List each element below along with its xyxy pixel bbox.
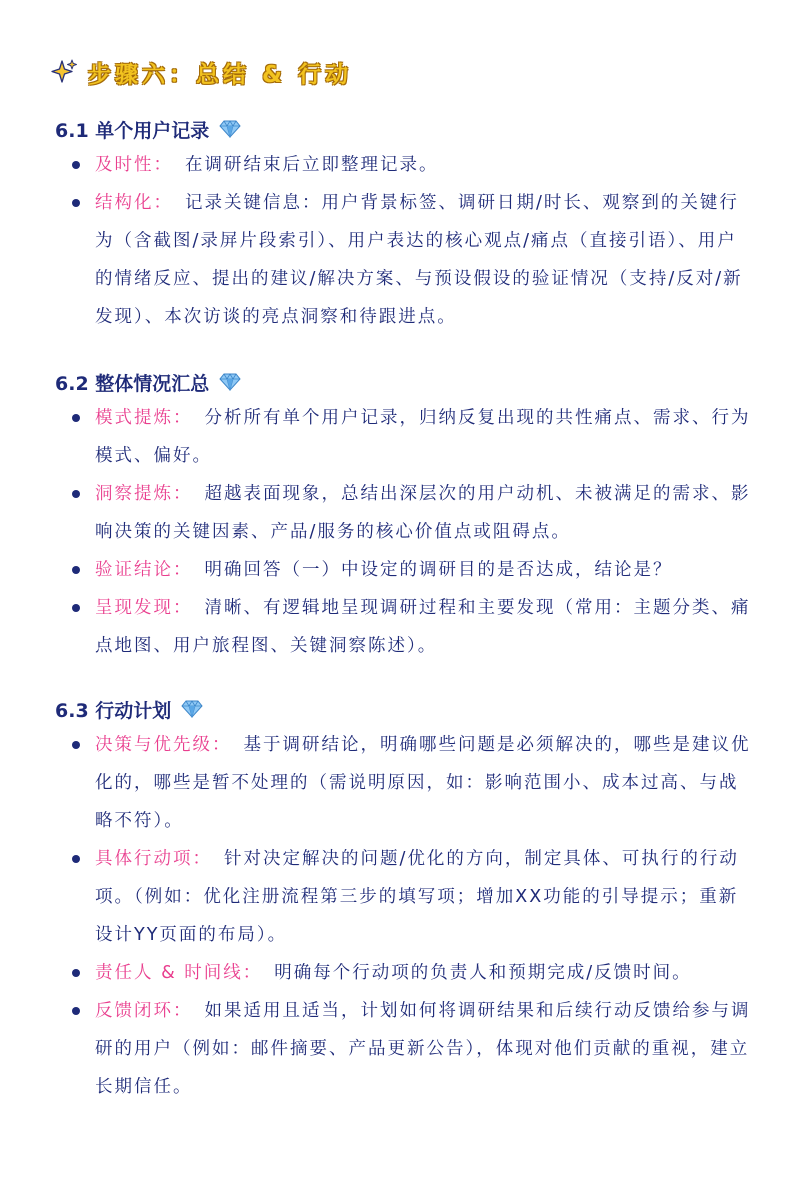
item-term: 呈现发现 [95, 598, 173, 618]
list-item [55, 184, 755, 336]
term-colon: ： [192, 849, 212, 869]
list-item [55, 726, 755, 840]
term-colon: ： [173, 1001, 193, 1021]
term-colon: ： [173, 560, 193, 580]
bullet-list [55, 726, 755, 1106]
item-term: 验证结论 [95, 560, 173, 580]
list-item [55, 992, 755, 1106]
item-term: 结构化 [95, 193, 154, 213]
section-title-text: 6.1 单个用户记录 [55, 119, 210, 142]
section-single-user-record [55, 112, 755, 336]
item-text: 清晰、有逻辑地呈现调研过程和主要发现（常用：主题分类、痛点地图、用户旅程图、关键洞察陈述）。 [95, 598, 751, 656]
bullet-icon [72, 1007, 80, 1015]
section-title [55, 692, 755, 726]
bullet-list [55, 146, 755, 336]
term-colon: ： [242, 963, 263, 983]
term-colon: ： [153, 155, 173, 175]
diamond-icon [181, 700, 203, 718]
diamond-icon [219, 120, 241, 138]
item-term: 具体行动项 [95, 849, 193, 869]
term-colon: ： [212, 735, 232, 755]
diamond-icon [219, 373, 241, 391]
bullet-icon [72, 414, 80, 422]
item-term: 责任人 & 时间线 [95, 963, 243, 983]
section-title [55, 365, 755, 399]
bullet-icon [72, 566, 80, 574]
bullet-icon [72, 199, 80, 207]
sparkle-icon [50, 58, 78, 86]
section-title-text: 6.3 行动计划 [55, 699, 172, 722]
list-item [55, 954, 755, 992]
page-title: 步骤六：总结 & 行动 [88, 61, 353, 88]
item-term: 决策与优先级 [95, 735, 212, 755]
item-term: 反馈闭环 [95, 1001, 173, 1021]
bullet-icon [72, 855, 80, 863]
bullet-icon [72, 741, 80, 749]
item-text: 超越表面现象，总结出深层次的用户动机、未被满足的需求、影响决策的关键因素、产品/服务的核心价值点或阻碍点。 [95, 484, 751, 542]
list-item [55, 475, 755, 551]
term-colon: ： [173, 408, 193, 428]
term-colon: ： [173, 484, 193, 504]
term-colon: ： [173, 598, 193, 618]
list-item [55, 399, 755, 475]
item-text: 如果适用且适当，计划如何将调研结果和后续行动反馈给参与调研的用户（例如：邮件摘要、产品更新公告），体现对他们贡献的重视，建立长期信任。 [95, 1001, 751, 1097]
item-text: 在调研结束后立即整理记录。 [185, 155, 439, 175]
list-item [55, 589, 755, 665]
bullet-icon [72, 161, 80, 169]
item-text: 明确回答（一）中设定的调研目的是否达成，结论是？ [204, 560, 673, 580]
section-overall-summary [55, 365, 755, 665]
list-item [55, 840, 755, 954]
bullet-icon [72, 604, 80, 612]
title-row [50, 52, 352, 92]
bullet-icon [72, 490, 80, 498]
item-text: 分析所有单个用户记录，归纳反复出现的共性痛点、需求、行为模式、偏好。 [95, 408, 751, 466]
item-term: 洞察提炼 [95, 484, 173, 504]
list-item [55, 146, 755, 184]
item-text: 记录关键信息：用户背景标签、调研日期/时长、观察到的关键行为（含截图/录屏片段索引）、用户表达的核心观点/痛点（直接引语）、用户的情绪反应、提出的建议/解决方案、与预设假设的验证情况（支持/反对/新发现）、本次访谈的亮点洞察和待跟进点。 [95, 193, 743, 327]
item-text: 针对决定解决的问题/优化的方向，制定具体、可执行的行动项。（例如：优化注册流程第三步的填写项；增加XX功能的引导提示；重新设计YY页面的布局）。 [95, 849, 739, 945]
bullet-icon [72, 969, 80, 977]
item-term: 模式提炼 [95, 408, 173, 428]
item-text: 明确每个行动项的负责人和预期完成/反馈时间。 [274, 963, 692, 983]
section-title [55, 112, 755, 146]
item-text: 基于调研结论，明确哪些问题是必须解决的，哪些是建议优化的，哪些是暂不处理的（需说明原因，如：影响范围小、成本过高、与战略不符）。 [95, 735, 751, 831]
bullet-list [55, 399, 755, 665]
section-title-text: 6.2 整体情况汇总 [55, 372, 210, 395]
item-term: 及时性 [95, 155, 154, 175]
term-colon: ： [153, 193, 173, 213]
section-action-plan [55, 692, 755, 1106]
list-item [55, 551, 755, 589]
